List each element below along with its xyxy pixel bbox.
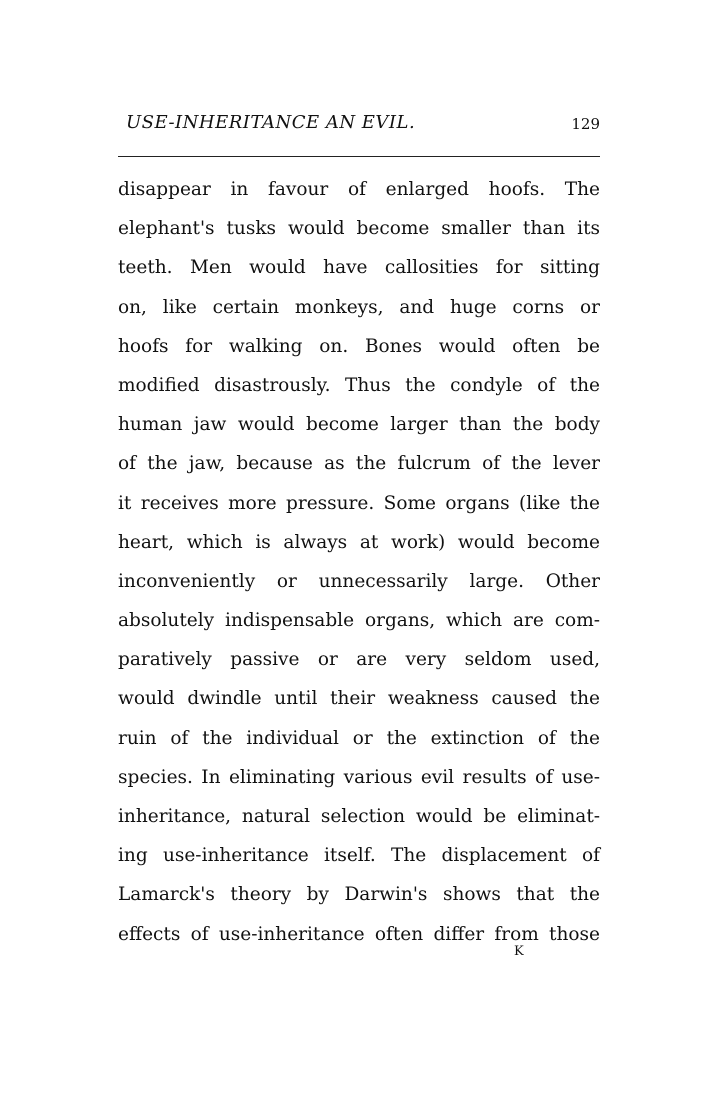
text-line-content: of the jaw, because as the fulcrum of the lever [118,453,600,475]
header-rule [118,156,600,157]
text-line [118,568,600,607]
text-line [118,215,600,254]
text-line-content: paratively passive or are very seldom used, [118,649,600,671]
text-line-content: species. In eliminating various evil results of use- [118,766,600,788]
text-line [118,803,600,842]
text-line-content: it receives more pressure. Some organs (like the [118,492,600,514]
text-line [118,725,600,764]
text-line-content: absolutely indispensable organs, which are com- [118,610,600,632]
page-number: 129 [571,115,600,133]
signature-mark: K [514,944,524,959]
text-line [118,372,600,411]
text-line-content: teeth. Men would have callosities for sitting [118,257,600,279]
text-line [118,411,600,450]
text-line-content: disappear in favour of enlarged hoofs. The [118,179,600,200]
text-line [118,607,600,646]
text-line-content: Lamarck's theory by Darwin's shows that the [118,884,600,906]
text-line [118,646,600,685]
text-line [118,529,600,568]
text-line-content: modified disastrously. Thus the condyle of the [118,374,600,396]
text-line [118,176,600,215]
text-line-content: ing use-inheritance itself. The displacement of [118,845,600,867]
running-title: USE-INHERITANCE AN EVIL. [126,112,416,133]
text-line-content: on, like certain monkeys, and huge corns or [118,296,600,318]
text-line-content: heart, which is always at work) would become [118,531,600,553]
text-line [118,685,600,724]
text-line-content: hoofs for walking on. Bones would often be [118,335,600,357]
text-line-content: elephant's tusks would become smaller than its [118,218,600,240]
text-line [118,921,600,960]
text-line [118,254,600,293]
text-line-content: human jaw would become larger than the body [118,414,600,436]
page-header [118,112,600,142]
body-text [118,176,600,960]
text-line-content: inconveniently or unnecessarily large. Other [118,570,600,592]
text-line [118,490,600,529]
text-line-content: ruin of the individual or the extinction of the [118,727,600,749]
text-line-content: would dwindle until their weakness caused the [118,688,600,710]
text-line [118,881,600,920]
text-line [118,450,600,489]
text-line [118,333,600,372]
text-line [118,294,600,333]
text-line-content: inheritance, natural selection would be eliminat- [118,806,600,827]
text-line [118,764,600,803]
text-line [118,842,600,881]
text-line-content: effects of use-inheritance often differ from those [118,923,600,945]
